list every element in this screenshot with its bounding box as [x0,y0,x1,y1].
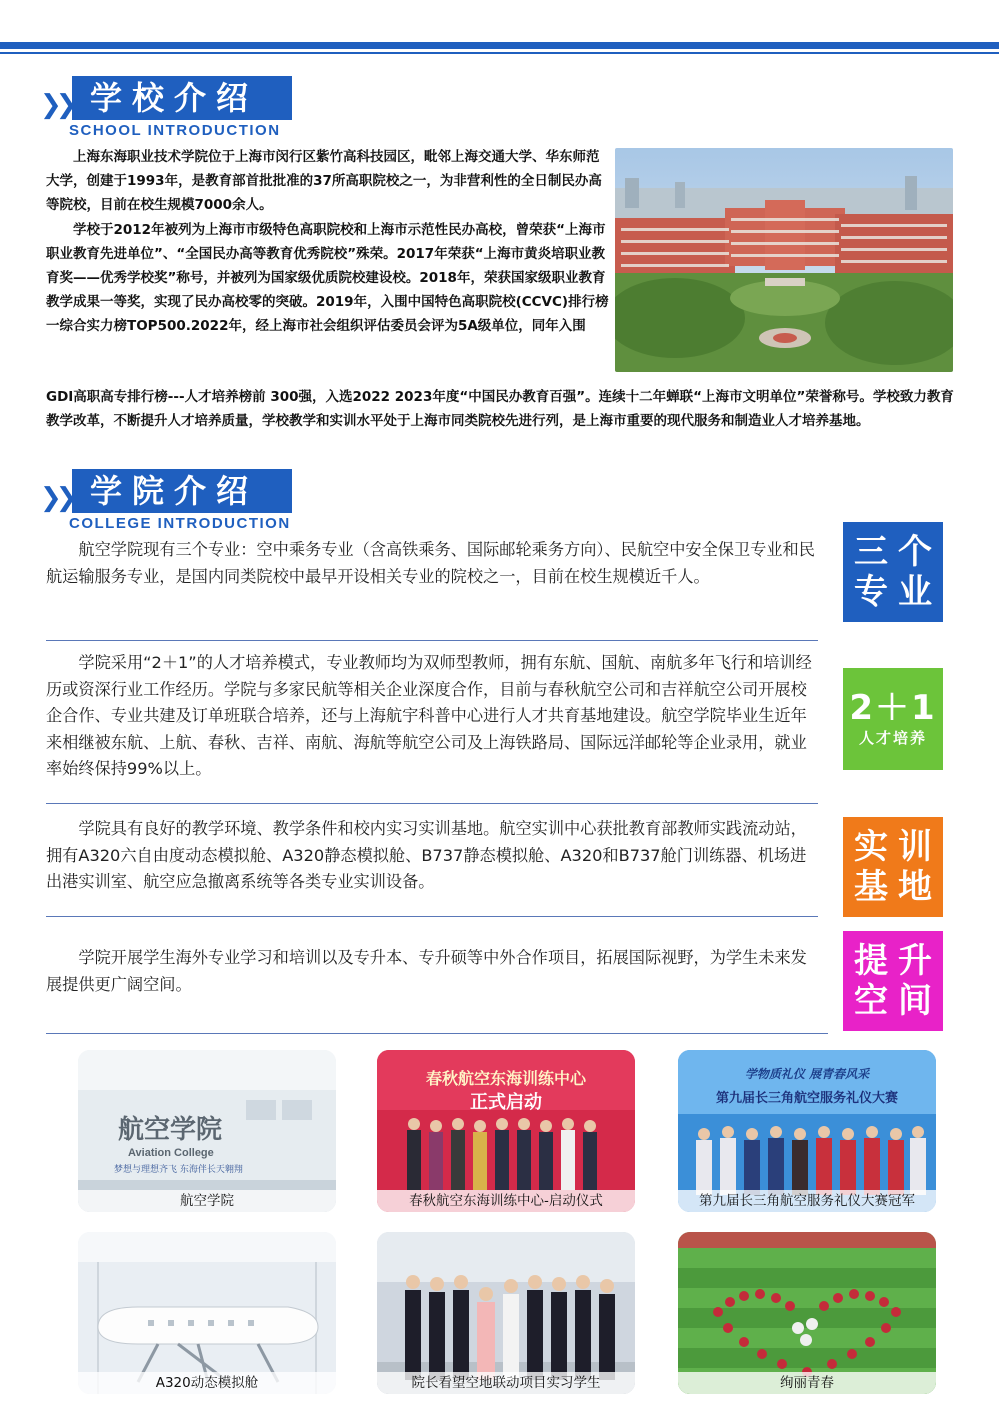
double-chevron-icon: ❯❯ [40,90,72,120]
college-para-2 [46,650,822,783]
banner-line-1: 春秋航空东海训练中心 [425,1069,587,1088]
wall-sub: Aviation College [128,1147,214,1159]
school-subtitle: SCHOOL INTRODUCTION [69,122,281,139]
campus-aerial-photo [615,148,953,372]
college-subtitle: COLLEGE INTRODUCTION [69,515,291,532]
college-section-header [36,469,306,539]
school-title: 学校介绍 [72,76,292,120]
photo-etiquette-contest [678,1050,936,1212]
college-para-1-text: 航空学院现有三个专业：空中乘务专业（含高铁乘务、国际邮轮乘务方向）、民航空中安全保卫专业和民航运输服务专业，是国内同类院校中最早开设相关专业的院校之一，目前在校生规模近千人。 [46,540,815,586]
badge-2plus1 [843,668,943,770]
photo-caption: 院长看望空地联动项目实习学生 [377,1372,635,1394]
photo-caption: 绚丽青春 [678,1372,936,1394]
school-section-header [36,76,306,146]
divider [46,640,818,641]
divider [46,803,818,804]
badge-line: 实训 [854,827,942,867]
divider [46,1033,828,1034]
badge-line: 人才培养 [858,729,927,747]
badge-line: 空间 [854,981,942,1021]
badge-training-base [843,817,943,917]
school-para-2-tail: GDI高职高专排行榜---人才培养榜前 300强，入选2022 2023年度“中国民办教育百强”。连续十二年蝉联“上海市文明单位”荣誉称号。学校致力教育教学改革，不断提升人才培养质量，学校教学和实训水平处于上海市同类院校先进行列，是上海市重要的现代服务和制造业人才培养基地。 [46,389,954,430]
photo-caption: A320动态模拟舱 [78,1372,336,1394]
banner-line-2: 正式启动 [470,1092,542,1113]
wall-title: 航空学院 [118,1115,223,1145]
college-para-2-text: 学院采用“2＋1”的人才培养模式，专业教师均为双师型教师，拥有东航、国航、南航多年飞行和培训经历或资深行业工作经历。学院与多家民航等相关企业深度合作，目前与春秋航空公司和吉祥航空公司开展校企合作、专业共建及订单班联合培养，还与上海航宇科普中心进行人才共育基地建设。航空学院毕业生近年来相继被东航、上航、春秋、吉祥、南航、海航等航空公司及上海铁路局、国际远洋邮轮等企业录用，就业率始终保持99%以上。 [46,653,812,778]
double-chevron-icon: ❯❯ [40,483,72,513]
badge-growth-space [843,931,943,1031]
college-para-4 [46,945,822,998]
school-intro-text [46,145,611,339]
banner-top: 学物质礼仪 展青春风采 [744,1067,870,1081]
badge-line: 专业 [854,572,942,612]
college-para-3 [46,816,822,896]
school-para-2: 学校于2012年被列为上海市市级特色高职院校和上海市示范性民办高校，曾荣获“上海市职业教育先进单位”、“全国民办高等教育优秀院校”殊荣。2017年荣获“上海市黄炎培职业教育奖——优秀学校奖”称号，并被列为国家级优质院校建设校。2018年，荣获国家级职业教育教学成果一等奖，实现了民办高校零的突破。2019年，入围中国特色高职院校(CCVC)排行榜一综合实力榜TOP500.2022年，经上海市社会组织评估委员会评为5A级单位，同年入围 [46,221,609,335]
photo-caption: 第九届长三角航空服务礼仪大赛冠军 [678,1190,936,1212]
divider [46,916,818,917]
badge-three-majors [843,522,943,622]
top-border-thin [0,52,999,54]
photo-dean-visit [377,1232,635,1394]
college-para-4-text: 学院开展学生海外专业学习和培训以及专升本、专升硕等中外合作项目，拓展国际视野，为学生未来发 展提供更广阔空间。 [46,948,807,994]
badge-line: 2＋1 [849,688,937,728]
photo-caption: 航空学院 [78,1190,336,1212]
photo-spring-launch [377,1050,635,1212]
wall-slogan: 梦想与理想齐飞 东海伴长天翱翔 [114,1165,243,1175]
badge-line: 提升 [854,941,942,981]
school-para-1: 上海东海职业技术学院位于上海市闵行区紫竹高科技园区，毗邻上海交通大学、华东师范大学，创建于1993年，是教育部首批批准的37所高职院校之一，为非营利性的全日制民办高等院校，目前在校生规模7000余人。 [46,149,602,214]
photo-aviation-college [78,1050,336,1212]
banner-main: 第九届长三角航空服务礼仪大赛 [715,1091,899,1106]
college-para-1 [46,537,822,590]
badge-line: 基地 [854,867,942,907]
photo-youth [678,1232,936,1394]
photo-caption: 春秋航空东海训练中心-启动仪式 [377,1190,635,1212]
college-title: 学院介绍 [72,469,292,513]
badge-line: 三个 [854,532,942,572]
photo-a320-simulator [78,1232,336,1394]
top-border-thick [0,42,999,49]
college-para-3-text: 学院具有良好的教学环境、教学条件和校内实习实训基地。航空实训中心获批教育部教师实践流动站，拥有A320六自由度动态模拟舱、A320静态模拟舱、B737静态模拟舱、A320和B737舱门训练器、机场进出港实训室、航空应急撤离系统等各类专业实训设备。 [46,819,807,891]
